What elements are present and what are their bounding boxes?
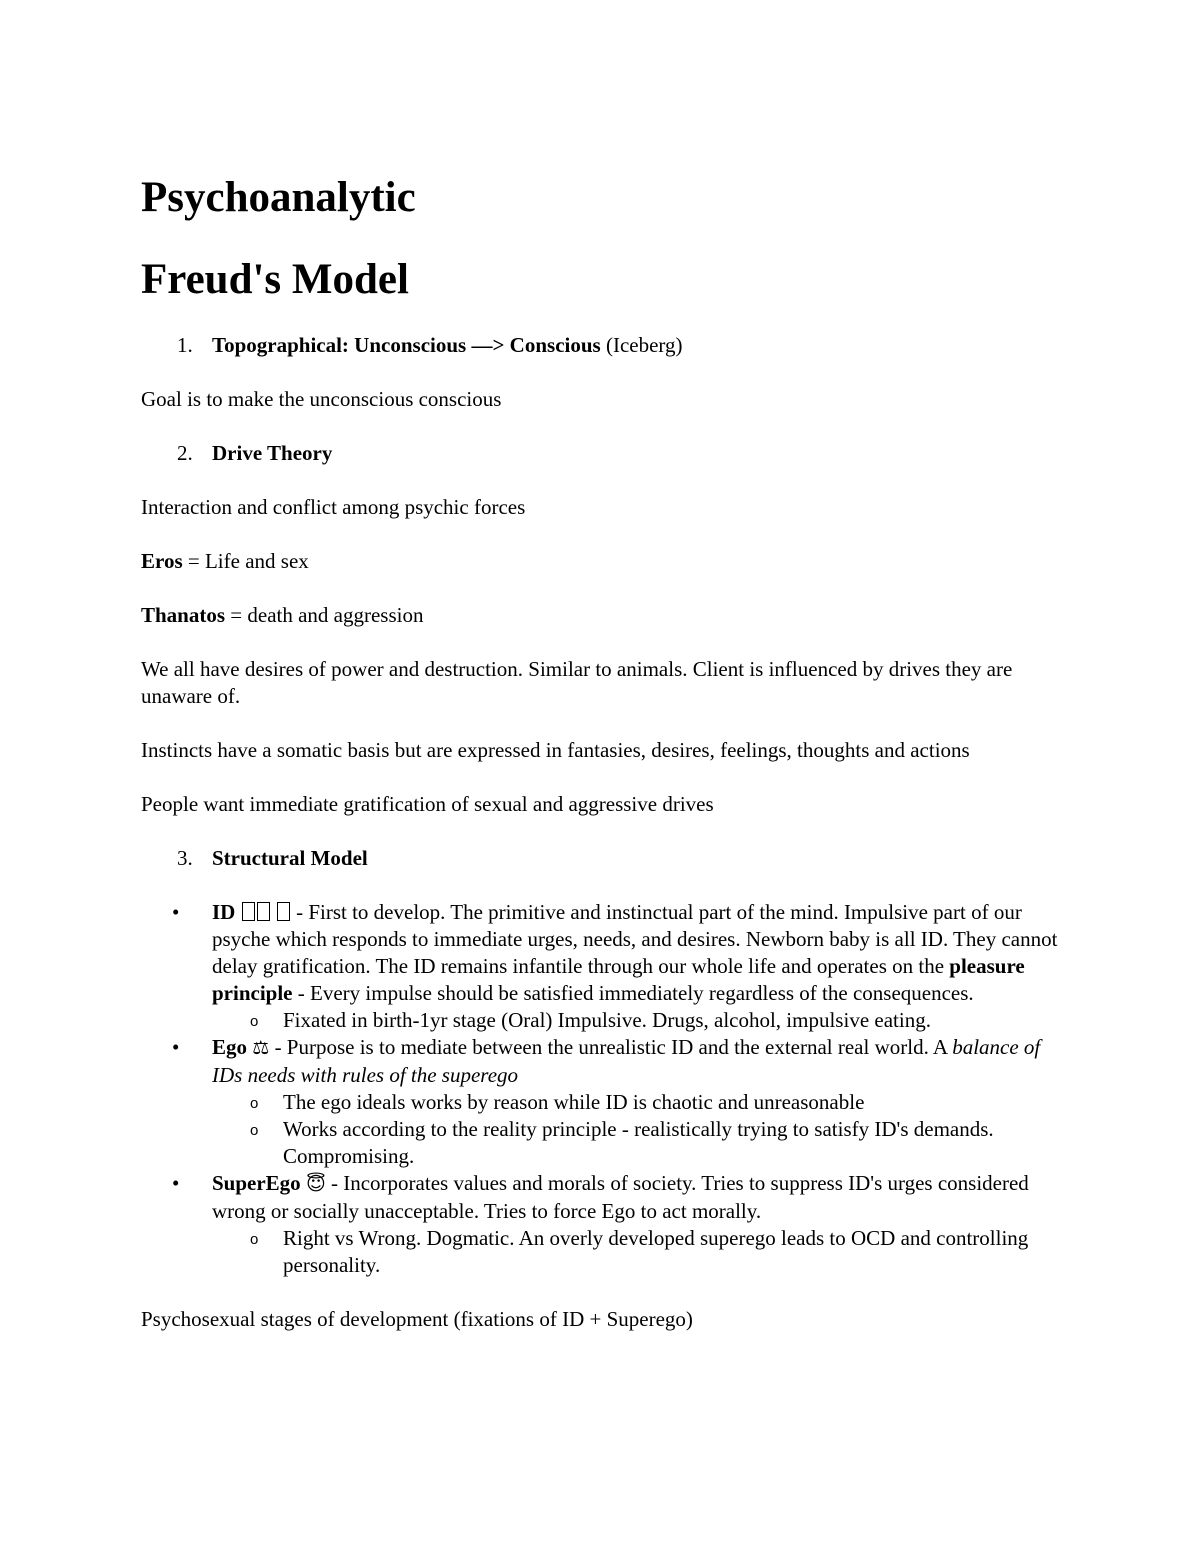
numbered-item-drive-theory	[141, 440, 1061, 467]
item-rest: (Iceberg)	[600, 333, 683, 357]
sub-item	[212, 1225, 1061, 1279]
paragraph-eros	[141, 548, 1061, 575]
sub-item-text: The ego ideals works by reason while ID is chaotic and unreasonable	[283, 1090, 865, 1114]
sub-item	[212, 1116, 1061, 1170]
paragraph-psychosexual: Psychosexual stages of development (fixations of ID + Superego)	[141, 1307, 693, 1331]
sub-bullet-marker: o	[250, 1231, 259, 1248]
page-subtitle: Freud's Model	[141, 256, 409, 303]
id-sub-list	[212, 1007, 1061, 1034]
item-label: Drive Theory	[212, 441, 333, 465]
item-arrow: —>	[466, 333, 510, 357]
bullet-superego	[141, 1170, 1061, 1279]
document-page	[141, 170, 1061, 1360]
superego-text-1: - Incorporates values and morals of society. Tries to suppress ID's urges considered wrong or socially unacceptable. Tries to force Ego to act morally.	[212, 1171, 1029, 1223]
paragraph-interaction: Interaction and conflict among psychic forces	[141, 495, 526, 519]
eros-text: = Life and sex	[182, 549, 309, 573]
thanatos-label: Thanatos	[141, 603, 226, 627]
sub-item	[212, 1007, 1061, 1034]
ego-label: Ego	[212, 1035, 248, 1059]
paragraph-people: People want immediate gratification of sexual and aggressive drives	[141, 792, 714, 816]
paragraph-goal: Goal is to make the unconscious conscious	[141, 387, 502, 411]
superego-sub-list	[212, 1225, 1061, 1279]
item-number: 1.	[177, 333, 193, 357]
angel-face-icon: 😇	[305, 1173, 326, 1195]
numbered-item-structural-model	[141, 845, 1061, 872]
item-label: Topographical: Unconscious	[212, 333, 467, 357]
paragraph-thanatos	[141, 602, 1061, 629]
sub-item-text: Fixated in birth-1yr stage (Oral) Impulsive. Drugs, alcohol, impulsive eating.	[283, 1008, 931, 1032]
id-text-2: - Every impulse should be satisfied immediately regardless of the consequences.	[292, 981, 974, 1005]
bullet-ego	[141, 1034, 1061, 1170]
thanatos-text: = death and aggression	[225, 603, 424, 627]
numbered-item-topographical	[141, 332, 1061, 359]
sub-item-text: Works according to the reality principle - realistically trying to satisfy ID's demands. Compromising.	[283, 1117, 994, 1168]
scales-icon: ⚖	[252, 1037, 270, 1059]
superego-label: SuperEgo	[212, 1171, 301, 1195]
ego-sub-list	[212, 1089, 1061, 1170]
sub-item-text: Right vs Wrong. Dogmatic. An overly developed superego leads to OCD and controlling personality.	[283, 1226, 1029, 1277]
id-pleasure-principle: pleasure principle	[212, 954, 1025, 1005]
item-number: 2.	[177, 441, 193, 465]
sub-bullet-marker: o	[250, 1095, 259, 1112]
item-label-2: Conscious	[509, 333, 601, 357]
bullet-marker: •	[172, 1171, 180, 1195]
id-label: ID	[212, 900, 236, 924]
item-number: 3.	[177, 846, 193, 870]
sub-item	[212, 1089, 1061, 1116]
page-title: Psychoanalytic	[141, 174, 416, 221]
paragraph-desires: We all have desires of power and destruction. Similar to animals. Client is influenced by drives they are unaware of.	[141, 657, 1013, 708]
bullet-marker: •	[172, 1035, 180, 1059]
id-text-1: - First to develop. The primitive and instinctual part of the mind. Impulsive part of our psyche which responds to immediate urges, needs, and desires. Newborn baby is all ID. They cannot delay gratification. The ID remains infantile through our whole life and operates on the	[212, 900, 1058, 978]
ego-italic: balance of IDs needs with rules of the superego	[212, 1035, 1041, 1087]
ego-text-1: - Purpose is to mediate between the unrealistic ID and the external real world. A	[269, 1035, 953, 1059]
sub-bullet-marker: o	[250, 1122, 259, 1139]
bullet-marker: •	[172, 900, 180, 924]
bullet-id	[141, 899, 1061, 1034]
paragraph-instincts: Instincts have a somatic basis but are expressed in fantasies, desires, feelings, thoughts and actions	[141, 738, 970, 762]
structural-bullet-list	[141, 899, 1061, 1279]
missing-glyph-icon	[241, 900, 291, 924]
eros-label: Eros	[141, 549, 183, 573]
item-label: Structural Model	[212, 846, 368, 870]
sub-bullet-marker: o	[250, 1013, 259, 1030]
